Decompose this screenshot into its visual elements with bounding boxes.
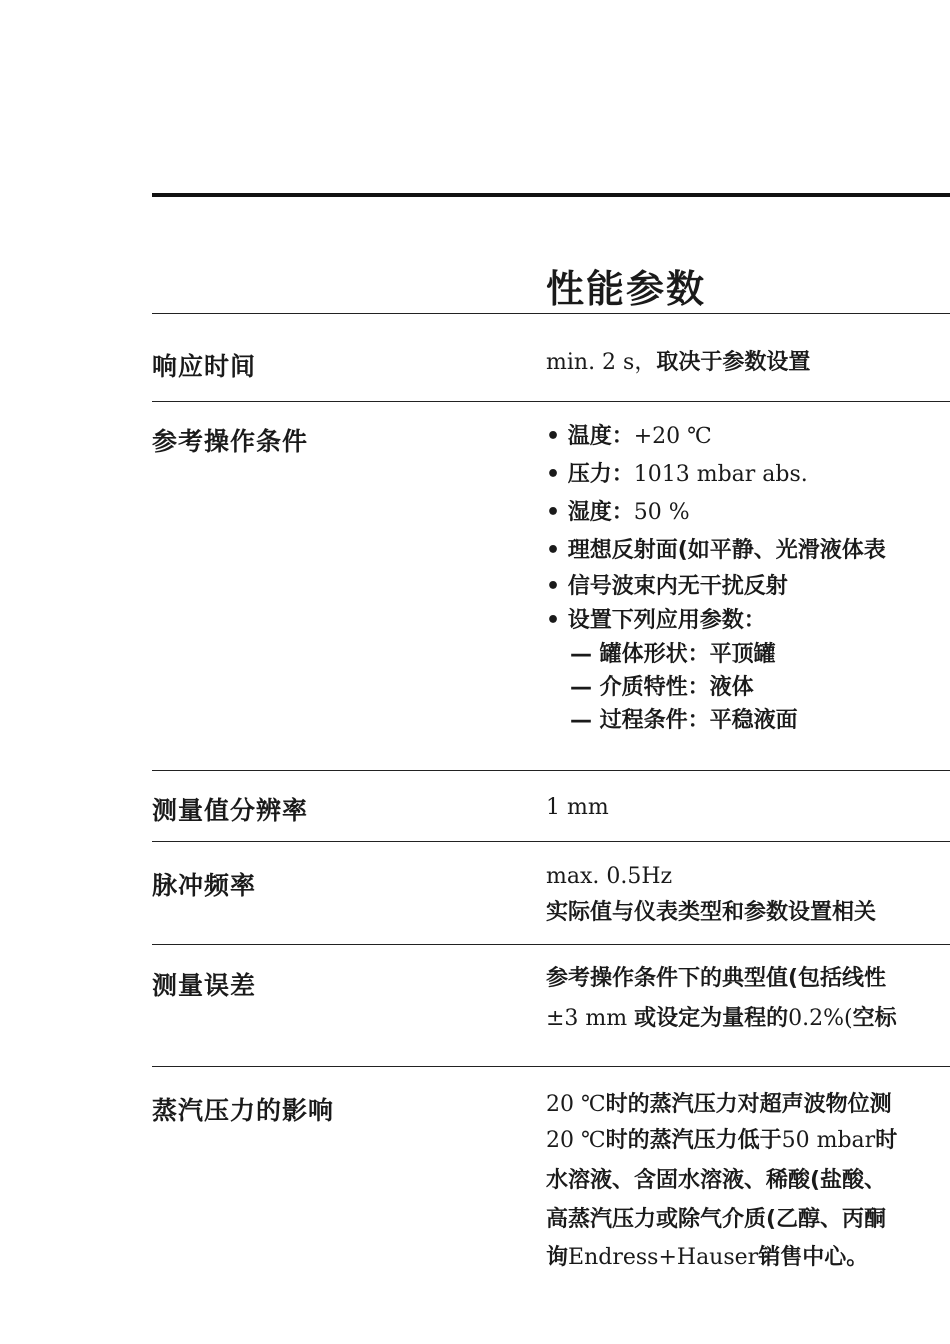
condition-subitem: — 罐体形状：平顶罐 <box>570 642 776 667</box>
label-measurement-error: 测量误差 <box>152 971 257 1000</box>
measurement-error-line: ±3 mm 或设定为量程的0.2%(空标 <box>546 1006 897 1031</box>
condition-subitem: — 介质特性：液体 <box>570 675 754 700</box>
value-pulse-frequency: max. 0.5Hz <box>546 864 673 889</box>
note-pulse-frequency: 实际值与仪表类型和参数设置相关 <box>546 900 877 925</box>
section-title: 性能参数 <box>546 267 707 311</box>
measurement-error-line: 参考操作条件下的典型值(包括线性 <box>546 966 887 991</box>
row-divider <box>152 944 950 945</box>
row-divider <box>152 401 950 402</box>
condition-item: • 温度：+20 ℃ <box>546 424 712 449</box>
row-divider <box>152 841 950 842</box>
value-response-time: min. 2 s，取决于参数设置 <box>546 350 811 375</box>
condition-item: • 压力：1013 mbar abs. <box>546 462 808 487</box>
condition-item: • 设置下列应用参数： <box>546 608 766 633</box>
condition-item: • 湿度：50 % <box>546 500 690 525</box>
vapor-pressure-line: 高蒸汽压力或除气介质(乙醇、丙酮 <box>546 1207 887 1232</box>
vapor-pressure-line: 20 ℃时的蒸汽压力对超声波物位测 <box>546 1092 892 1117</box>
row-divider <box>152 770 950 771</box>
row-divider <box>152 1066 950 1067</box>
condition-item: • 信号波束内无干扰反射 <box>546 574 788 599</box>
label-response-time: 响应时间 <box>152 352 257 381</box>
label-pulse-frequency: 脉冲频率 <box>152 871 257 900</box>
label-resolution: 测量值分辨率 <box>152 796 309 825</box>
label-vapor-pressure: 蒸汽压力的影响 <box>152 1096 335 1125</box>
condition-item: • 理想反射面(如平静、光滑液体表 <box>546 538 886 563</box>
vapor-pressure-line: 询Endress+Hauser销售中心。 <box>546 1245 869 1270</box>
condition-subitem: — 过程条件：平稳液面 <box>570 708 798 733</box>
label-reference-conditions: 参考操作条件 <box>152 427 309 456</box>
title-divider <box>152 313 950 314</box>
vapor-pressure-line: 水溶液、含固水溶液、稀酸(盐酸、 <box>546 1168 887 1193</box>
value-resolution: 1 mm <box>546 795 609 820</box>
top-rule <box>152 193 950 197</box>
vapor-pressure-line: 20 ℃时的蒸汽压力低于50 mbar时 <box>546 1128 898 1153</box>
